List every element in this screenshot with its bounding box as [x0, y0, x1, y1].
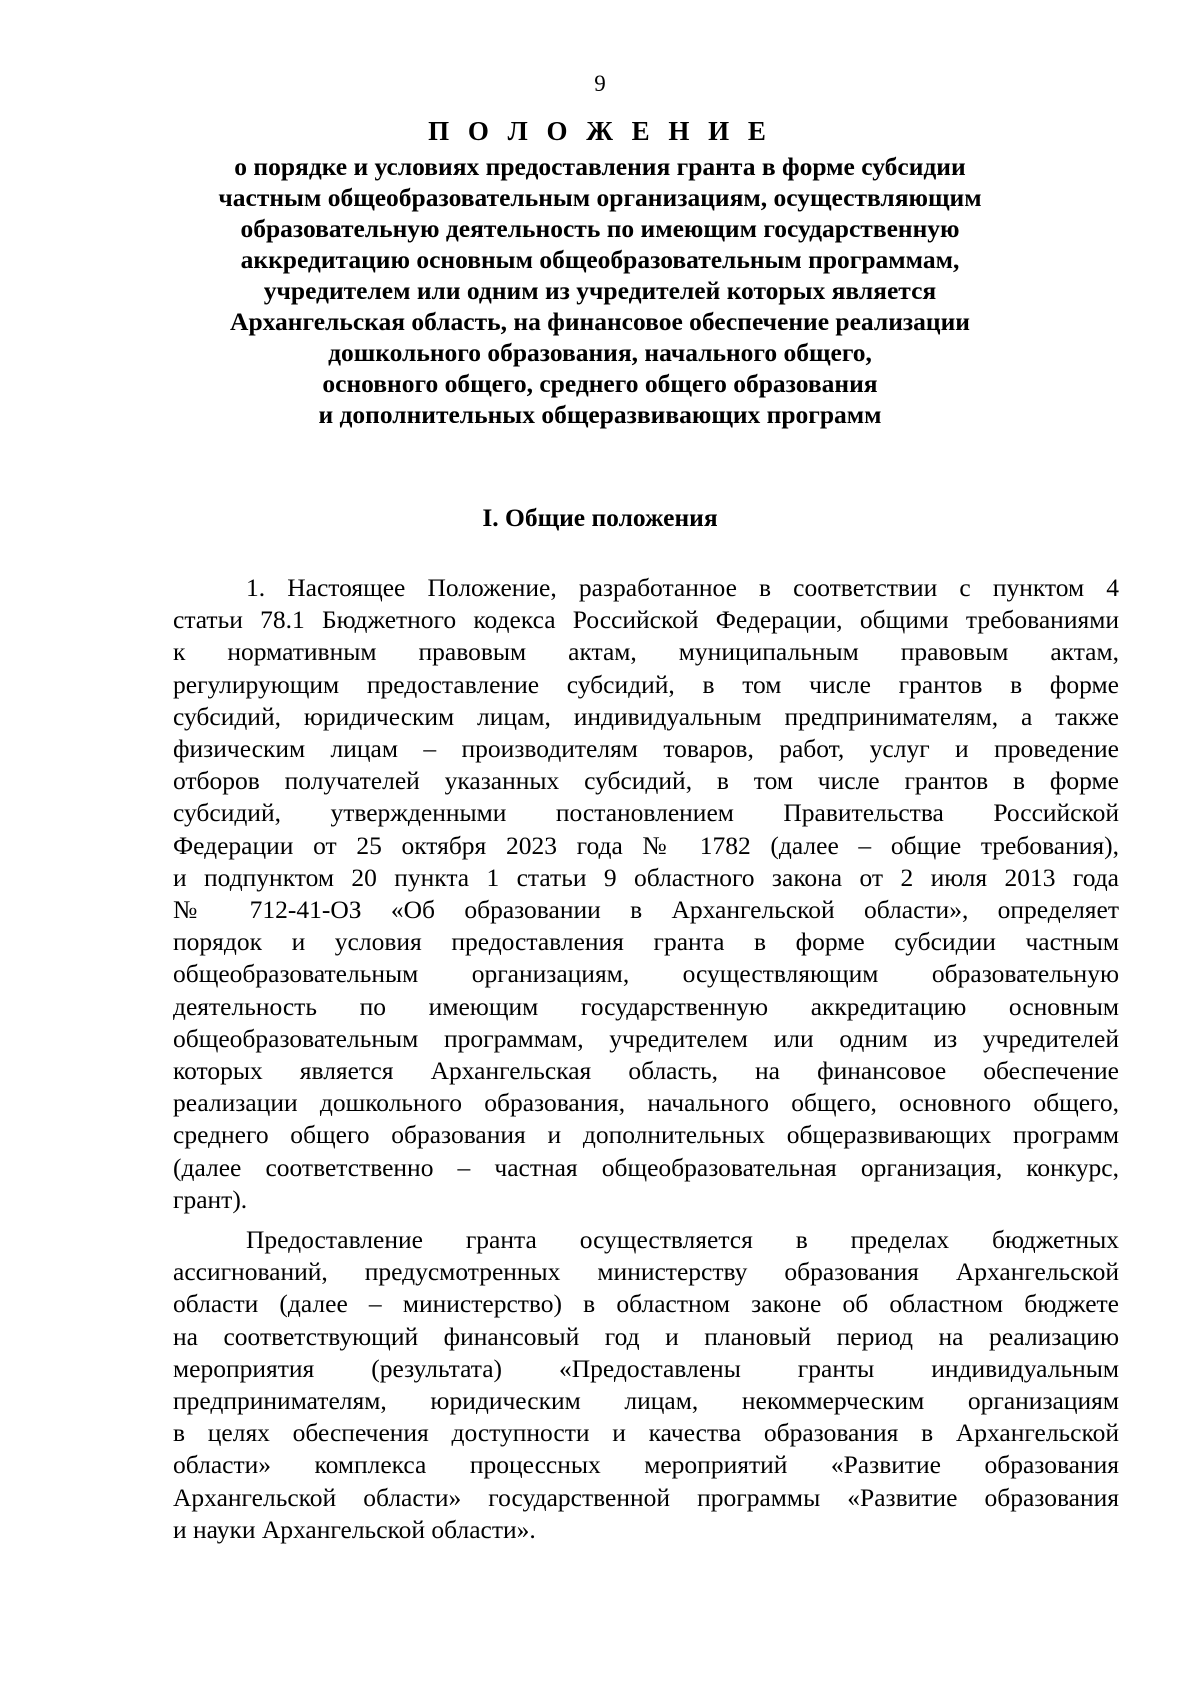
paragraph-line: субсидий, утвержденными постановлением Правительства Российской	[173, 798, 1119, 828]
page-number: 9	[594, 71, 606, 96]
paragraph-line: среднего общего образования и дополнительных общеразвивающих программ	[173, 1120, 1119, 1150]
paragraph-line: Предоставление гранта осуществляется в пределах бюджетных	[246, 1225, 1119, 1254]
paragraph-line: области» комплекса процессных мероприятий «Развитие образования	[173, 1450, 1119, 1480]
subtitle-line: дошкольного образования, начального общего,	[328, 338, 872, 367]
paragraph-line: предпринимателям, юридическим лицам, некоммерческим организациям	[173, 1386, 1119, 1416]
paragraph-line: отборов получателей указанных субсидий, в том числе грантов в форме	[173, 766, 1119, 796]
subtitle-line: аккредитацию основным общеобразовательным программам,	[240, 245, 960, 274]
paragraph-line: субсидий, юридическим лицам, индивидуальным предпринимателям, а также	[173, 701, 1119, 731]
paragraph-line: на соответствующий финансовый год и плановый период на реализацию	[173, 1321, 1119, 1351]
paragraph-line: которых является Архангельская область, на финансовое обеспечение	[173, 1056, 1119, 1086]
subtitle-line: образовательную деятельность по имеющим государственную	[240, 214, 960, 243]
subtitle-line: частным общеобразовательным организациям, осуществляющим	[218, 183, 982, 212]
paragraph-line: мероприятия (результата) «Предоставлены гранты индивидуальным	[173, 1353, 1119, 1383]
paragraph-line: порядок и условия предоставления гранта в форме субсидии частным	[173, 927, 1119, 957]
paragraph-line: (далее соответственно – частная общеобразовательная организация, конкурс,	[173, 1152, 1119, 1182]
paragraph-line: деятельность по имеющим государственную аккредитацию основным	[173, 991, 1119, 1021]
paragraph-line: общеобразовательным программам, учредителем или одним из учредителей	[173, 1023, 1119, 1053]
paragraph-line: и науки Архангельской области».	[173, 1514, 536, 1544]
document-title: П О Л О Ж Е Н И Е	[428, 116, 772, 146]
paragraph-2	[173, 1224, 1119, 1546]
subtitle-line: учредителем или одним из учредителей которых является	[263, 276, 937, 305]
paragraph-line: Федерации от 25 октября 2023 года № 1782 (далее – общие требования),	[173, 830, 1119, 860]
paragraph-line: общеобразовательным организациям, осуществляющим образовательную	[173, 959, 1119, 989]
paragraph-line: статьи 78.1 Бюджетного кодекса Российской Федерации, общими требованиями	[173, 605, 1119, 635]
paragraph-line: к нормативным правовым актам, муниципальным правовым актам,	[173, 637, 1119, 667]
paragraph-line: Архангельской области» государственной программы «Развитие образования	[173, 1482, 1119, 1512]
subtitle-line: Архангельская область, на финансовое обеспечение реализации	[230, 307, 970, 336]
subtitle-line: и дополнительных общеразвивающих программ	[318, 400, 882, 429]
paragraph-line: и подпунктом 20 пункта 1 статьи 9 областного закона от 2 июля 2013 года	[173, 862, 1119, 892]
document-subtitle	[160, 151, 1040, 430]
paragraph-line: регулирующим предоставление субсидий, в том числе грантов в форме	[173, 669, 1119, 699]
section-heading: I. Общие положения	[482, 503, 718, 532]
subtitle-line: о порядке и условиях предоставления гранта в форме субсидии	[234, 152, 966, 181]
subtitle-line: основного общего, среднего общего образования	[322, 369, 878, 398]
paragraph-1	[173, 572, 1119, 1216]
paragraph-line: ассигнований, предусмотренных министерству образования Архангельской	[173, 1257, 1119, 1287]
paragraph-line: области (далее – министерство) в областном законе об областном бюджете	[173, 1289, 1119, 1319]
paragraph-line: № 712-41-ОЗ «Об образовании в Архангельской области», определяет	[173, 895, 1119, 925]
paragraph-line: в целях обеспечения доступности и качества образования в Архангельской	[173, 1418, 1119, 1448]
paragraph-line: грант).	[173, 1184, 248, 1214]
paragraph-line: физическим лицам – производителям товаров, работ, услуг и проведение	[173, 734, 1119, 764]
paragraph-line: реализации дошкольного образования, начального общего, основного общего,	[173, 1088, 1119, 1118]
paragraph-line: 1. Настоящее Положение, разработанное в соответствии с пунктом 4	[246, 573, 1119, 602]
